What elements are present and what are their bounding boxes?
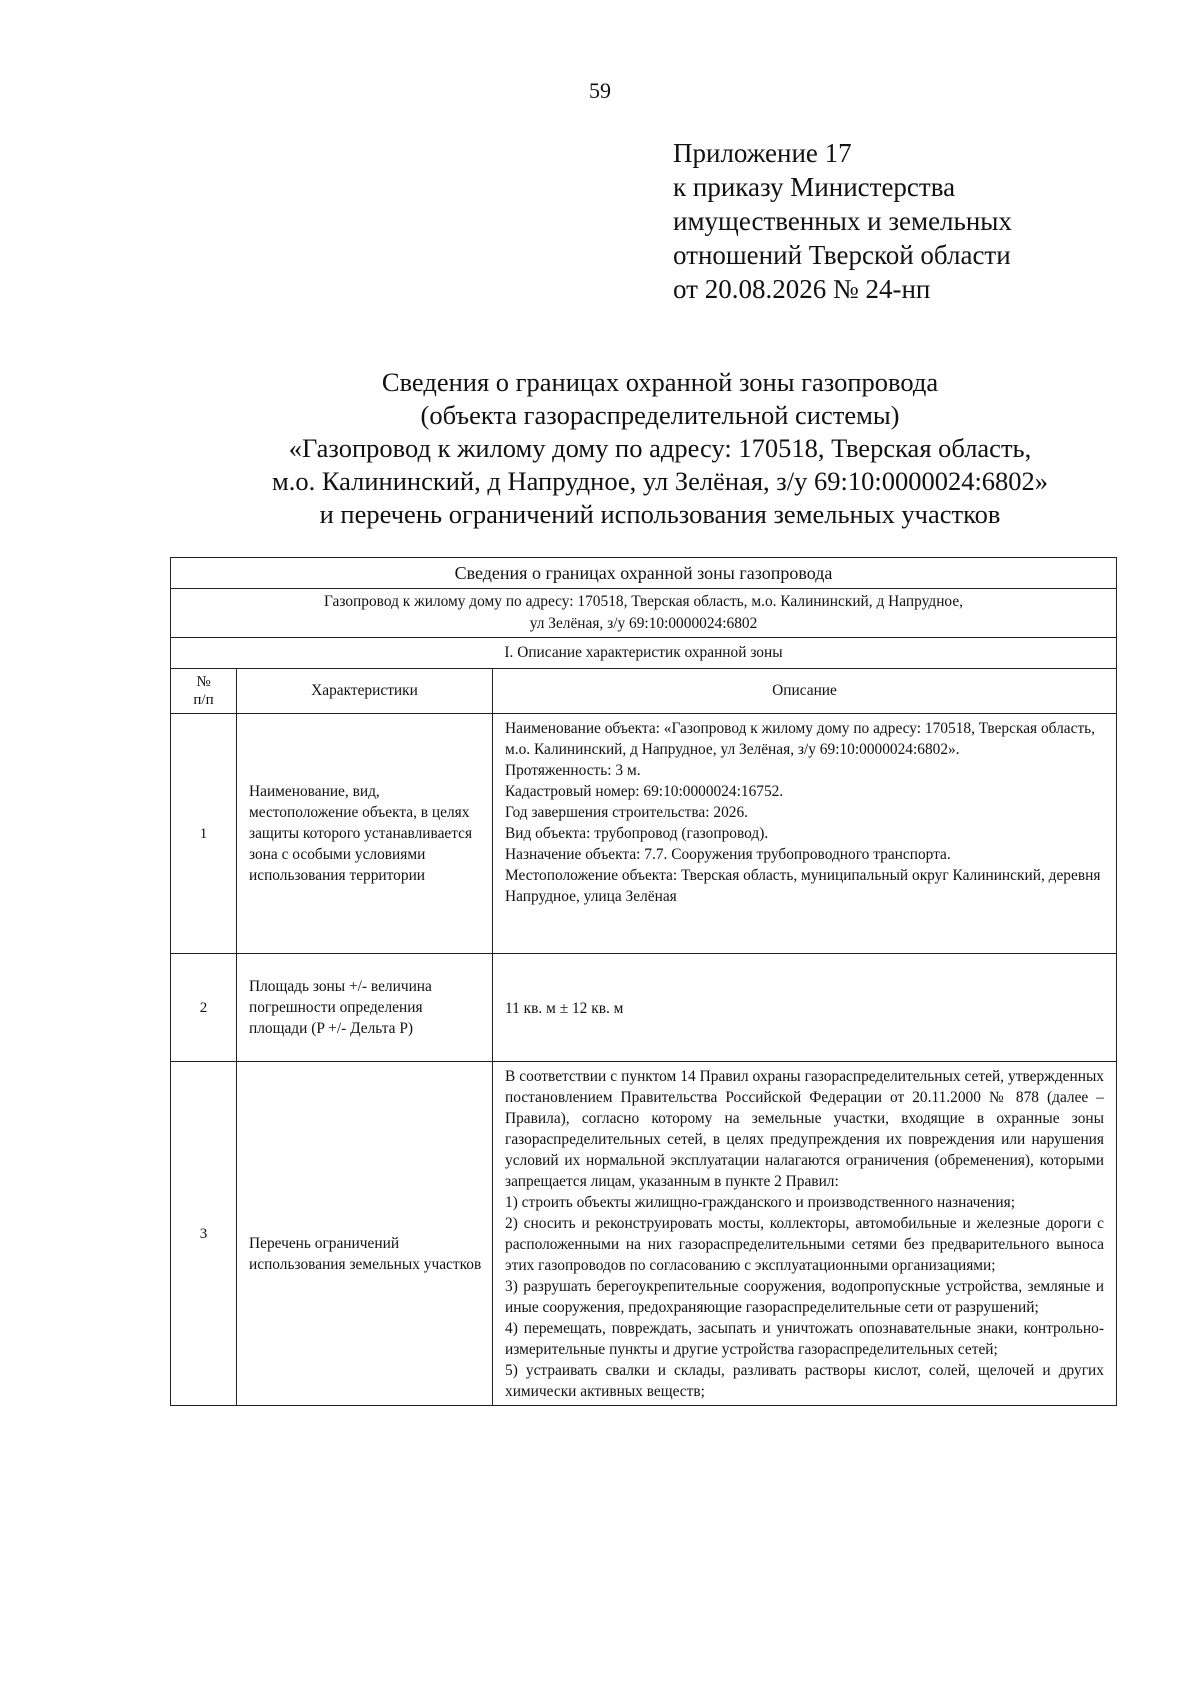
appendix-line: отношений Тверской области <box>673 240 1011 270</box>
appendix-reference <box>673 136 1012 306</box>
table-header-main: Сведения о границах охранной зоны газопровода <box>171 558 1117 589</box>
row-description <box>493 954 1117 1062</box>
row-description <box>493 1062 1117 1406</box>
column-header-number <box>171 669 237 714</box>
description-paragraph: 5) устраивать свалки и склады, разливать растворы кислот, солей, щелочей и других химически активных веществ; <box>505 1362 1104 1400</box>
zone-info-table <box>170 557 1117 1406</box>
appendix-line: от 20.08.2026 № 24-нп <box>673 274 931 304</box>
description-paragraph: В соответствии с пунктом 14 Правил охраны газораспределительных сетей, утвержденных постановлением Правительства Российской Федерации от 20.11.2000 № 878 (далее – Правила), согласно которому на земельные участки, входящие в охранные зоны газораспределительных сетей, в целях предупреждения их повреждения или нарушения условий их нормальной эксплуатации налагаются ограничения (обременения), которыми запрещается лицам, указанным в пункте 2 Правил: <box>505 1068 1104 1190</box>
row-description <box>493 714 1117 954</box>
document-title <box>140 366 1180 531</box>
appendix-line: Приложение 17 <box>673 138 852 168</box>
object-line: Газопровод к жилому дому по адресу: 170518, Тверская область, м.о. Калининский, д Напрудное, <box>324 593 963 610</box>
page-number: 59 <box>589 78 611 103</box>
title-line: (объекта газораспределительной системы) <box>420 400 900 430</box>
description-line: Назначение объекта: 7.7. Сооружения трубопроводного транспорта. <box>505 846 951 863</box>
row-number: 3 <box>171 1062 237 1406</box>
appendix-line: к приказу Министерства <box>673 172 956 202</box>
row-characteristic: Наименование, вид, местоположение объекта, в целях защиты которого устанавливается зона с особыми условиями использования территории <box>237 714 493 954</box>
column-header-description: Описание <box>493 669 1117 714</box>
table-row <box>171 1062 1117 1406</box>
description-line: Наименование объекта: «Газопровод к жилому дому по адресу: 170518, Тверская область, м.о. Калининский, д Напрудное, ул Зелёная, з/у 69:10:0000024:6802». <box>505 720 1096 758</box>
row-characteristic: Перечень ограничений использования земельных участков <box>237 1062 493 1406</box>
column-header-number-line: п/п <box>193 692 214 708</box>
column-header-characteristics: Характеристики <box>237 669 493 714</box>
description-line: Вид объекта: трубопровод (газопровод). <box>505 825 769 842</box>
description-line: 11 кв. м ± 12 кв. м <box>505 999 624 1017</box>
description-paragraph: 2) сносить и реконструировать мосты, коллекторы, автомобильные и железные дороги с расположенными на них газораспределительными сетями без предварительного выноса этих газопроводов по согласованию с эксплуатационными организациями; <box>505 1215 1104 1274</box>
title-line: Сведения о границах охранной зоны газопровода <box>381 367 939 397</box>
object-line: ул Зелёная, з/у 69:10:0000024:6802 <box>529 615 758 632</box>
title-line: м.о. Калининский, д Напрудное, ул Зелёная, з/у 69:10:0000024:6802» <box>271 466 1049 496</box>
row-number: 2 <box>171 954 237 1062</box>
column-header-number-line: № <box>196 674 211 690</box>
title-line: и перечень ограничений использования земельных участков <box>319 499 1001 529</box>
description-paragraph: 4) перемещать, повреждать, засыпать и уничтожать опознавательные знаки, контрольно-измерительные пункты и другие устройства газораспределительных сетей; <box>505 1320 1104 1358</box>
table-row <box>171 714 1117 954</box>
description-line: Местоположение объекта: Тверская область, муниципальный округ Калининский, деревня Напрудное, улица Зелёная <box>505 867 1101 905</box>
description-paragraph: 1) строить объекты жилищно-гражданского и производственного назначения; <box>505 1194 1015 1211</box>
description-line: Протяженность: 3 м. <box>505 762 641 779</box>
table-row <box>171 954 1117 1062</box>
section-title: I. Описание характеристик охранной зоны <box>171 638 1117 669</box>
row-number: 1 <box>171 714 237 954</box>
description-line: Кадастровый номер: 69:10:0000024:16752. <box>505 783 784 800</box>
description-paragraph: 3) разрушать берегоукрепительные сооружения, водопропускные устройства, земляные и иные сооружения, предохраняющие газораспределительные сети от разрушений; <box>505 1278 1104 1316</box>
description-line: Год завершения строительства: 2026. <box>505 804 749 821</box>
title-line: «Газопровод к жилому дому по адресу: 170518, Тверская область, <box>288 433 1032 463</box>
row-characteristic: Площадь зоны +/- величина погрешности определения площади (P +/- Дельта P) <box>237 954 493 1062</box>
appendix-line: имущественных и земельных <box>673 206 1012 236</box>
table-header-object <box>171 589 1117 638</box>
